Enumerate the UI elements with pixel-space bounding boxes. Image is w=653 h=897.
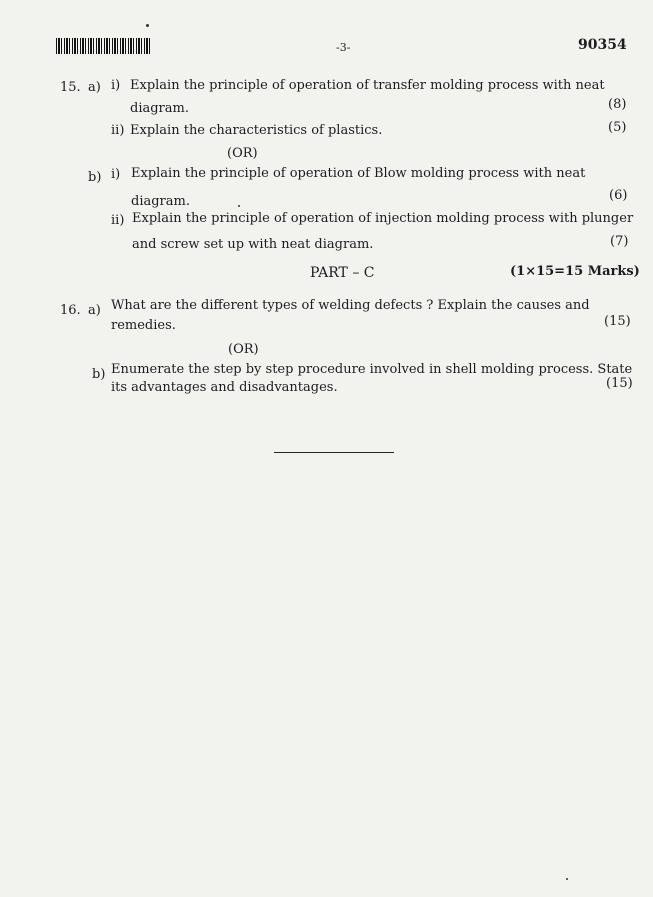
speck-mark bbox=[238, 205, 240, 207]
q15-or: (OR) bbox=[227, 146, 258, 161]
q15-b-i-label: i) bbox=[111, 167, 121, 182]
speck-mark bbox=[146, 24, 149, 27]
q16-b-marks: (15) bbox=[606, 376, 633, 391]
q16-b-text-cont: its advantages and disadvantages. bbox=[111, 380, 338, 395]
q15-a-i-text: Explain the principle of operation of transfer molding process with neat bbox=[130, 78, 605, 93]
q16-or: (OR) bbox=[228, 342, 259, 357]
question-number-16: 16. bbox=[60, 303, 81, 318]
q15-b-ii-label: ii) bbox=[111, 213, 125, 228]
part-c-heading: PART – C bbox=[310, 265, 375, 281]
q15-a-ii-text: Explain the characteristics of plastics. bbox=[130, 123, 383, 138]
q15-a-label: a) bbox=[88, 80, 101, 95]
paper-code: 90354 bbox=[578, 37, 627, 53]
q16-a-label: a) bbox=[88, 303, 101, 318]
q16-b-text: Enumerate the step by step procedure involved in shell molding process. State bbox=[111, 362, 633, 377]
q15-b-i-text: Explain the principle of operation of Blow molding process with neat bbox=[131, 166, 586, 181]
part-c-marks: (1×15=15 Marks) bbox=[510, 264, 640, 279]
q15-a-ii-marks: (5) bbox=[608, 120, 627, 135]
q15-a-i-text-cont: diagram. bbox=[130, 101, 189, 116]
q15-a-i-marks: (8) bbox=[608, 97, 627, 112]
end-rule bbox=[274, 452, 394, 453]
q15-b-ii-text: Explain the principle of operation of injection molding process with plunger bbox=[132, 211, 634, 226]
barcode bbox=[56, 38, 150, 54]
q15-b-i-marks: (6) bbox=[609, 188, 628, 203]
q15-b-i-text-cont: diagram. bbox=[131, 194, 190, 209]
q16-b-label: b) bbox=[92, 367, 106, 382]
q16-a-text: What are the different types of welding defects ? Explain the causes and bbox=[111, 298, 590, 313]
q16-a-marks: (15) bbox=[604, 314, 631, 329]
q15-b-ii-text-cont: and screw set up with neat diagram. bbox=[132, 237, 374, 252]
q15-a-ii-label: ii) bbox=[111, 123, 125, 138]
speck-mark bbox=[566, 878, 568, 880]
q15-b-label: b) bbox=[88, 170, 102, 185]
q15-b-ii-marks: (7) bbox=[610, 234, 629, 249]
q16-a-text-cont: remedies. bbox=[111, 318, 176, 333]
question-number-15: 15. bbox=[60, 80, 81, 95]
page-number: -3- bbox=[336, 41, 351, 54]
q15-a-i-label: i) bbox=[111, 78, 121, 93]
